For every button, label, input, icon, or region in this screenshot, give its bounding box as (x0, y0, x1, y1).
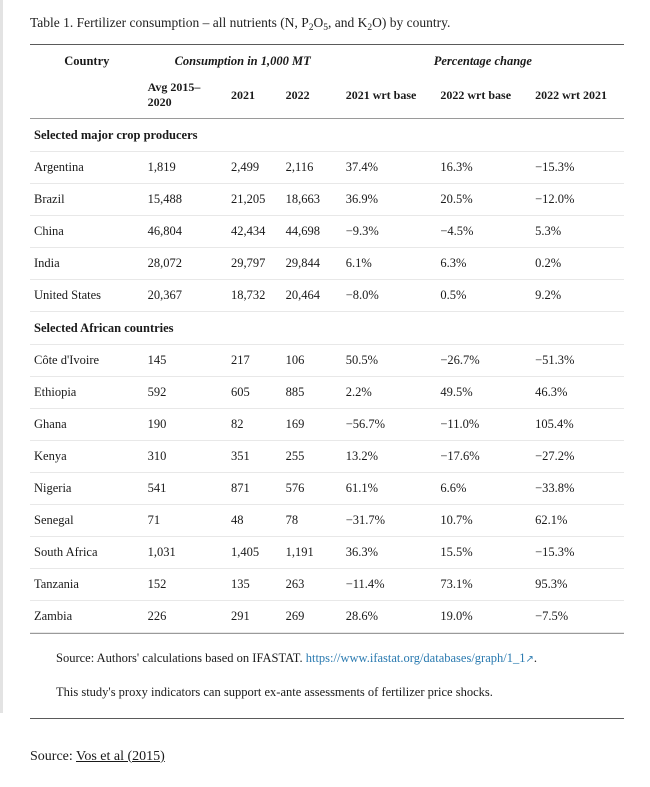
cell-2022-wrt-2021: −15.3% (531, 152, 624, 184)
column-subheader-2021: 2021 (227, 76, 282, 119)
table-row (30, 152, 624, 184)
cell-2021: 48 (227, 505, 282, 537)
cell-2022: 106 (282, 345, 342, 377)
cell-2022: 78 (282, 505, 342, 537)
cell-2022-wrt-2021: 9.2% (531, 280, 624, 312)
row-country: China (30, 216, 144, 248)
cell-2022-wrt-2021: −7.5% (531, 601, 624, 633)
cell-2021: 42,434 (227, 216, 282, 248)
cell-2021: 135 (227, 569, 282, 601)
row-country: Brazil (30, 184, 144, 216)
cell-2021-wrt-base: −8.0% (342, 280, 437, 312)
table-caption (30, 0, 624, 44)
cell-2021-wrt-base: 2.2% (342, 377, 437, 409)
cell-2022: 18,663 (282, 184, 342, 216)
cell-2022: 44,698 (282, 216, 342, 248)
cell-2022: 263 (282, 569, 342, 601)
row-country: Kenya (30, 441, 144, 473)
row-country: Ghana (30, 409, 144, 441)
cell-avg: 1,031 (144, 537, 227, 569)
caption-part-4: O) by country. (372, 15, 451, 30)
cell-2021-wrt-base: 6.1% (342, 248, 437, 280)
cell-2022-wrt-2021: 105.4% (531, 409, 624, 441)
cell-2021: 291 (227, 601, 282, 633)
cell-avg: 28,072 (144, 248, 227, 280)
left-accent-rule (0, 0, 3, 713)
table-row (30, 280, 624, 312)
table-row (30, 216, 624, 248)
cell-2022: 2,116 (282, 152, 342, 184)
cell-2022-wrt-2021: −27.2% (531, 441, 624, 473)
section-title: Selected African countries (30, 312, 624, 345)
cell-avg: 310 (144, 441, 227, 473)
table-row (30, 537, 624, 569)
column-subheader-2022-wrt-2021: 2022 wrt 2021 (531, 76, 624, 119)
cell-2022: 20,464 (282, 280, 342, 312)
cell-2022-wrt-base: 6.3% (436, 248, 531, 280)
cell-2021: 18,732 (227, 280, 282, 312)
cell-2021: 871 (227, 473, 282, 505)
table-row (30, 409, 624, 441)
cell-2021: 29,797 (227, 248, 282, 280)
table-row (30, 441, 624, 473)
cell-2022-wrt-base: −17.6% (436, 441, 531, 473)
cell-avg: 20,367 (144, 280, 227, 312)
row-country: Argentina (30, 152, 144, 184)
column-header-country: Country (30, 45, 144, 77)
table-notes (30, 633, 624, 705)
cell-2021-wrt-base: 13.2% (342, 441, 437, 473)
caption-part-1: Table 1. Fertilizer consumption – all nutrients (N, P (30, 15, 309, 30)
row-country: United States (30, 280, 144, 312)
column-group-percentage-change: Percentage change (342, 45, 624, 77)
fertilizer-consumption-table (30, 44, 624, 633)
cell-2022-wrt-base: 16.3% (436, 152, 531, 184)
table-row (30, 377, 624, 409)
row-country: Nigeria (30, 473, 144, 505)
source-note-prefix: Source: Authors' calculations based on IFASTAT. (56, 651, 306, 666)
row-country: Côte d'Ivoire (30, 345, 144, 377)
table-subheader-row (30, 76, 624, 119)
cell-2021: 82 (227, 409, 282, 441)
table-row (30, 473, 624, 505)
cell-avg: 15,488 (144, 184, 227, 216)
cell-2022: 169 (282, 409, 342, 441)
cell-2022: 1,191 (282, 537, 342, 569)
caption-sub-3: 2 (367, 23, 373, 33)
cell-2021-wrt-base: 28.6% (342, 601, 437, 633)
row-country: Zambia (30, 601, 144, 633)
cell-2021: 2,499 (227, 152, 282, 184)
cell-2022-wrt-2021: −15.3% (531, 537, 624, 569)
cell-2022-wrt-base: 49.5% (436, 377, 531, 409)
section-header-row (30, 312, 624, 345)
cell-2022-wrt-base: 20.5% (436, 184, 531, 216)
figure-source-line (30, 719, 624, 765)
table-body (30, 119, 624, 633)
caption-sub-1: 2 (308, 23, 314, 33)
column-subheader-blank (30, 76, 144, 119)
cell-2022: 29,844 (282, 248, 342, 280)
row-country: Ethiopia (30, 377, 144, 409)
cell-2021: 605 (227, 377, 282, 409)
ifastat-link[interactable]: https://www.ifastat.org/databases/graph/1_1 (305, 651, 526, 666)
source-note (30, 646, 624, 671)
table-group-header-row (30, 45, 624, 77)
source-label: Source: (30, 748, 77, 764)
source-note-suffix: . (533, 651, 537, 666)
cell-2022-wrt-base: 0.5% (436, 280, 531, 312)
cell-avg: 592 (144, 377, 227, 409)
cell-2022-wrt-base: 19.0% (436, 601, 531, 633)
cell-2022-wrt-2021: −12.0% (531, 184, 624, 216)
cell-2021: 351 (227, 441, 282, 473)
cell-2022-wrt-base: 15.5% (436, 537, 531, 569)
cell-2021: 21,205 (227, 184, 282, 216)
cell-2022-wrt-2021: 5.3% (531, 216, 624, 248)
cell-2021-wrt-base: 50.5% (342, 345, 437, 377)
cell-2021-wrt-base: 36.3% (342, 537, 437, 569)
column-subheader-2022: 2022 (282, 76, 342, 119)
cell-2022-wrt-base: −11.0% (436, 409, 531, 441)
cell-2022-wrt-base: −4.5% (436, 216, 531, 248)
table-row (30, 184, 624, 216)
cell-2021-wrt-base: 61.1% (342, 473, 437, 505)
cell-2022: 576 (282, 473, 342, 505)
column-subheader-2022-wrt-base: 2022 wrt base (436, 76, 531, 119)
caption-part-3: , and K (328, 15, 368, 30)
cell-avg: 190 (144, 409, 227, 441)
source-citation-link[interactable]: Vos et al (2015) (76, 748, 165, 764)
section-header-row (30, 119, 624, 152)
cell-2022-wrt-2021: 46.3% (531, 377, 624, 409)
row-country: India (30, 248, 144, 280)
proxy-indicator-note: This study's proxy indicators can support ex-ante assessments of fertilizer price shocks. (56, 684, 493, 699)
cell-2022-wrt-2021: 62.1% (531, 505, 624, 537)
cell-2021-wrt-base: −31.7% (342, 505, 437, 537)
cell-avg: 145 (144, 345, 227, 377)
cell-2022: 269 (282, 601, 342, 633)
cell-2021-wrt-base: −11.4% (342, 569, 437, 601)
cell-avg: 541 (144, 473, 227, 505)
row-country: Tanzania (30, 569, 144, 601)
external-link-icon: ↗ (525, 654, 534, 666)
cell-2022: 255 (282, 441, 342, 473)
cell-2021-wrt-base: 37.4% (342, 152, 437, 184)
cell-2021: 1,405 (227, 537, 282, 569)
table-row (30, 248, 624, 280)
cell-2022-wrt-base: −26.7% (436, 345, 531, 377)
column-group-consumption: Consumption in 1,000 MT (144, 45, 342, 77)
cell-2022-wrt-base: 6.6% (436, 473, 531, 505)
table-row (30, 569, 624, 601)
caption-sub-2: 5 (323, 23, 329, 33)
cell-2022: 885 (282, 377, 342, 409)
cell-avg: 1,819 (144, 152, 227, 184)
table-head (30, 45, 624, 119)
caption-part-2: O (313, 15, 324, 30)
table-row (30, 345, 624, 377)
cell-avg: 226 (144, 601, 227, 633)
row-country: South Africa (30, 537, 144, 569)
table-row (30, 601, 624, 633)
cell-avg: 152 (144, 569, 227, 601)
cell-2022-wrt-2021: −33.8% (531, 473, 624, 505)
cell-2022-wrt-2021: 95.3% (531, 569, 624, 601)
cell-2021-wrt-base: −56.7% (342, 409, 437, 441)
row-country: Senegal (30, 505, 144, 537)
cell-2022-wrt-base: 73.1% (436, 569, 531, 601)
cell-2021: 217 (227, 345, 282, 377)
cell-avg: 46,804 (144, 216, 227, 248)
cell-2021-wrt-base: 36.9% (342, 184, 437, 216)
section-title: Selected major crop producers (30, 119, 624, 152)
table-row (30, 505, 624, 537)
cell-avg: 71 (144, 505, 227, 537)
cell-2022-wrt-2021: −51.3% (531, 345, 624, 377)
cell-2022-wrt-base: 10.7% (436, 505, 531, 537)
column-subheader-avg: Avg 2015–2020 (144, 76, 227, 119)
cell-2022-wrt-2021: 0.2% (531, 248, 624, 280)
cell-2021-wrt-base: −9.3% (342, 216, 437, 248)
column-subheader-2021-wrt-base: 2021 wrt base (342, 76, 437, 119)
